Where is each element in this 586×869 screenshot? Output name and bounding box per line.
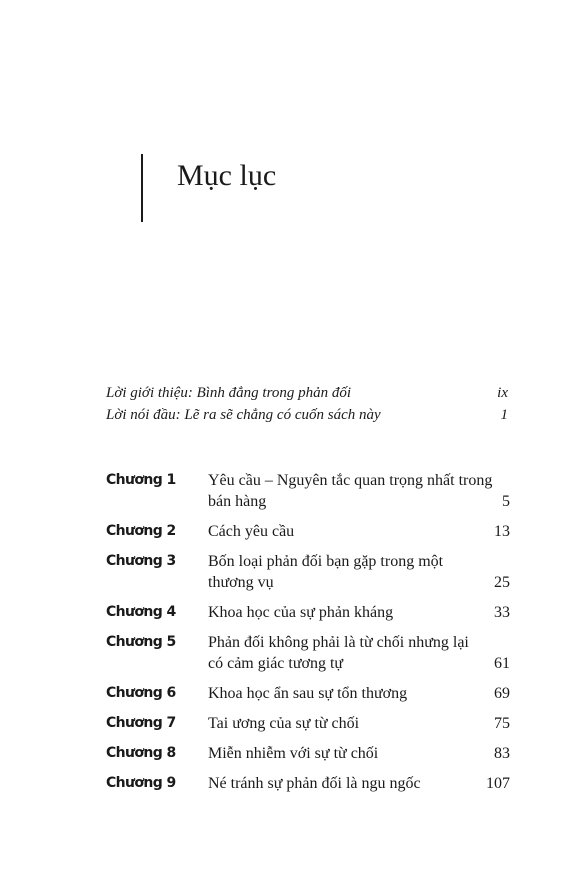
chapter-label: Chương 2 [106,523,176,539]
chapter-label: Chương 6 [106,685,176,701]
chapter-page: 107 [486,775,510,792]
front-matter-page: 1 [500,407,508,423]
chapter-title: Tai ương của sự từ chối [208,715,360,732]
chapter-label: Chương 3 [106,553,176,569]
chapter-title: Khoa học ẩn sau sự tổn thương [208,685,408,702]
front-matter-title: Lời nói đầu: Lẽ ra sẽ chẳng có cuốn sách này [106,407,381,423]
chapter-entry [106,521,510,542]
front-matter-entry [106,404,508,426]
page-title: Mục lục [177,159,277,192]
chapter-entry [106,713,510,734]
chapter-entry [106,773,510,794]
chapter-page: 61 [494,655,510,672]
chapter-page: 25 [494,574,510,591]
chapter-entry [106,683,510,704]
chapter-title: Miễn nhiễm với sự từ chối [208,745,379,762]
chapter-entry [106,470,510,512]
chapter-page: 69 [494,685,510,702]
chapter-page: 13 [494,523,510,540]
chapter-page: 5 [502,493,510,510]
chapter-label: Chương 4 [106,604,176,620]
chapter-entry [106,602,510,623]
chapter-page: 83 [494,745,510,762]
chapter-title: Phản đối không phải là từ chối nhưng lại có cảm giác tương tự [208,634,469,672]
chapter-title: Né tránh sự phản đối là ngu ngốc [208,775,421,792]
title-rule [141,154,143,222]
chapter-page: 75 [494,715,510,732]
chapter-list [106,470,510,803]
chapter-entry [106,632,510,674]
chapter-entry [106,743,510,764]
front-matter-entry [106,382,508,404]
chapter-label: Chương 1 [106,472,176,488]
front-matter-page: ix [497,385,508,401]
chapter-page: 33 [494,604,510,621]
chapter-title: Khoa học của sự phản kháng [208,604,394,621]
chapter-label: Chương 8 [106,745,176,761]
chapter-label: Chương 5 [106,634,176,650]
chapter-entry [106,551,510,593]
front-matter-list [106,382,508,426]
chapter-label: Chương 9 [106,775,176,791]
chapter-title: Bốn loại phản đối bạn gặp trong một thương vụ [208,553,444,591]
chapter-title: Yêu cầu – Nguyên tắc quan trọng nhất trong bán hàng [208,472,493,510]
chapter-label: Chương 7 [106,715,176,731]
front-matter-title: Lời giới thiệu: Bình đẳng trong phản đối [106,385,352,401]
chapter-title: Cách yêu cầu [208,523,295,540]
